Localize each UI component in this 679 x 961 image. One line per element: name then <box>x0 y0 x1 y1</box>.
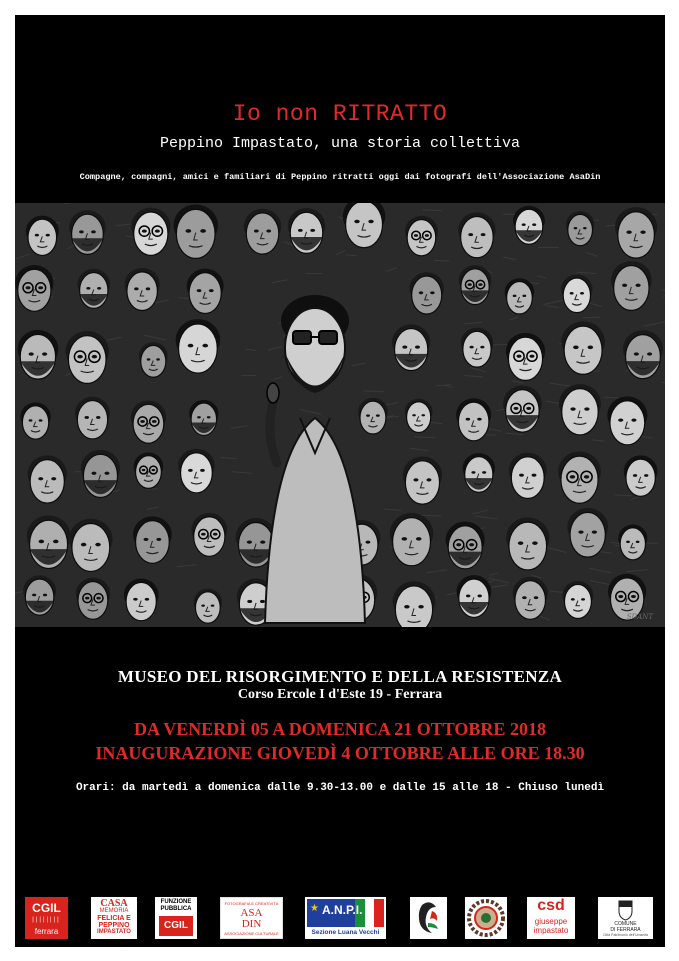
poster-subtitle: Peppino Impastato, una storia collettiva <box>159 135 521 152</box>
logo-comune-ferrara <box>598 897 653 939</box>
logo-casa-memoria <box>91 897 137 939</box>
logo-csd-impastato <box>527 897 575 939</box>
rosette-icon <box>465 897 507 939</box>
casa-l3: FELICIA E <box>97 915 131 922</box>
casa-l1: CASA <box>100 898 128 909</box>
venue-name: MUSEO DEL RISORGIMENTO E DELLA RESISTENZA <box>117 667 563 686</box>
exhibition-dates: DA VENERDÌ 05 A DOMENICA 21 OTTOBRE 2018 <box>134 719 546 739</box>
comune-l2: DI FERRARA <box>610 927 641 933</box>
asadin-l2: DIN <box>241 918 262 930</box>
logo-cgil-ferrara <box>25 897 68 939</box>
logo-asadin <box>220 897 283 939</box>
casa-l4: PEPPINO <box>98 922 130 929</box>
cgil-logo-sub: ferrara <box>34 927 59 936</box>
anpi-flag <box>307 899 384 927</box>
fp-l1: FUNZIONE <box>160 899 192 905</box>
asadin-l1: ASA <box>240 907 263 919</box>
fp-l3: CGIL <box>159 916 193 936</box>
asadin-top: FOTOGRAFIA E CREATIVITÀ <box>224 901 279 906</box>
casa-l2: MEMORIA <box>99 908 129 914</box>
comune-l1: COMUNE <box>614 921 637 927</box>
logo-emblem-rosette <box>465 897 507 939</box>
anpi-flag-white <box>365 899 374 927</box>
logo-emblem-hand <box>410 897 447 939</box>
logo-funzione-pubblica <box>155 897 197 939</box>
poster-tagline: Compagne, compagni, amici e familiari di Peppino ritratti oggi dai fotografi dell'Associazione AsaDin <box>79 172 601 182</box>
asadin-bottom: ASSOCIAZIONE CULTURALE <box>224 931 279 936</box>
anpi-flag-red <box>374 899 384 927</box>
fp-l2: PUBBLICA <box>160 906 192 912</box>
cgil-logo-stripes: |||||||| <box>32 917 61 923</box>
star-icon: ★ <box>310 903 319 914</box>
casa-l5: IMPASTATO <box>97 929 131 935</box>
anpi-name: A.N.P.I. <box>322 903 363 917</box>
hand-flame-icon <box>410 897 447 939</box>
anpi-sub: Sezione Luana Vecchi <box>311 929 380 936</box>
comune-l3: Città Patrimonio dell'Umanità <box>602 933 649 937</box>
artwork-signature: SDANT <box>626 613 653 621</box>
cgil-logo-text: CGIL <box>32 901 61 915</box>
opening-hours: Orari: da martedì a domenica dalle 9.30-13.00 e dalle 15 alle 18 - Chiuso lunedì <box>75 782 605 794</box>
sponsor-logos <box>15 897 665 941</box>
venue-address: Corso Ercole I d'Este 19 - Ferrara <box>237 687 443 702</box>
artwork-portraits <box>15 203 665 627</box>
csd-l1: csd <box>537 897 565 914</box>
poster <box>15 15 665 947</box>
opening-date: INAUGURAZIONE GIOVEDÌ 4 OTTOBRE ALLE ORE 18.30 <box>95 743 585 763</box>
poster-title: Io non RITRATTO <box>232 101 448 127</box>
portraits-drawing <box>15 203 665 627</box>
portrait-face <box>393 581 436 627</box>
logo-anpi <box>305 897 386 939</box>
csd-l2: giuseppe <box>534 917 568 926</box>
coat-of-arms-icon <box>598 899 653 921</box>
csd-l3: impastato <box>533 926 569 935</box>
